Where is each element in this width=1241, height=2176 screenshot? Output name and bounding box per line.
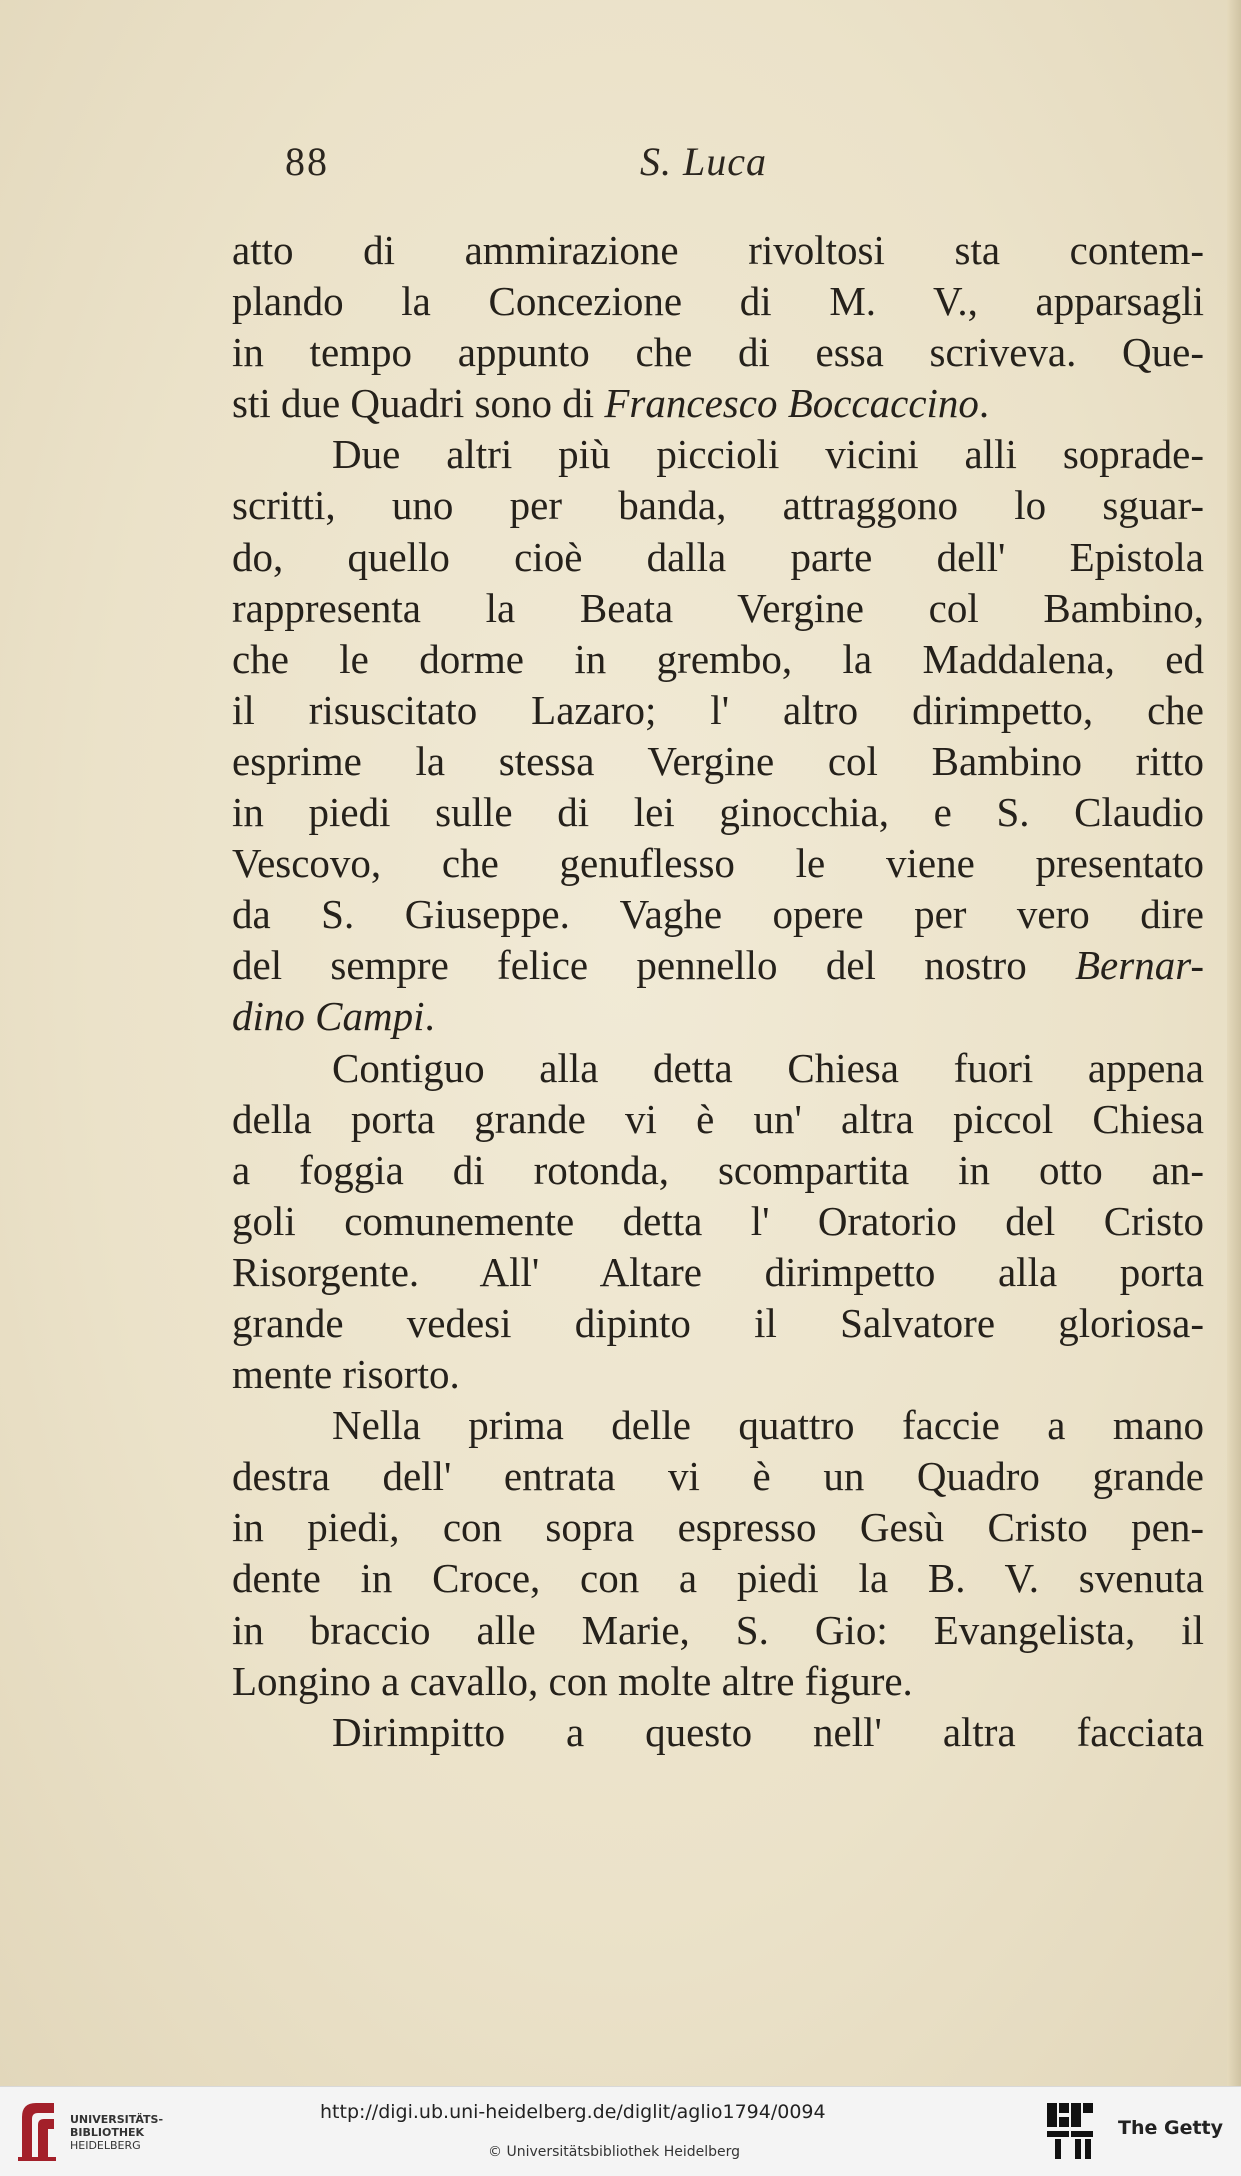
text-line <box>232 991 1204 1042</box>
text-line <box>232 225 1204 276</box>
text-segment: scritti, uno per banda, attraggono lo sguar- <box>232 482 1204 529</box>
ub-heidelberg-logo[interactable] <box>14 2097 164 2167</box>
italic-text-segment: Francesco Boccaccino <box>604 380 979 427</box>
running-title: S. Luca <box>640 139 767 184</box>
text-segment: rappresenta la Beata Vergine col Bambino, <box>232 584 1204 631</box>
text-segment: sti due Quadri sono di <box>232 380 605 427</box>
text-segment: a foggia di rotonda, scompartita in otto an- <box>232 1146 1204 1193</box>
text-segment: in tempo appunto che di essa scriveva. Que- <box>232 329 1204 376</box>
text-line <box>232 1247 1204 1298</box>
text-segment: in braccio alle Marie, S. Gio: Evangelista, il <box>232 1606 1204 1653</box>
text-line <box>232 1400 1204 1451</box>
text-segment: do, quello cioè dalla parte dell' Epistola <box>232 533 1204 580</box>
text-line <box>232 1145 1204 1196</box>
text-segment: Longino a cavallo, con molte altre figure. <box>232 1657 913 1704</box>
text-segment: Risorgente. All' Altare dirimpetto alla porta <box>232 1248 1204 1295</box>
ub-heidelberg-logo-text: UNIVERSITÄTS- BIBLIOTHEK HEIDELBERG <box>70 2113 164 2152</box>
text-segment: esprime la stessa Vergine col Bambino ritto <box>232 737 1204 784</box>
text-line <box>232 583 1204 634</box>
text-line <box>232 327 1204 378</box>
text-segment: Due altri più piccioli vicini alli soprade- <box>332 431 1204 478</box>
text-segment: . <box>978 380 990 427</box>
text-segment: dente in Croce, con a piedi la B. V. svenuta <box>232 1555 1204 1602</box>
text-line <box>232 1349 1204 1400</box>
text-segment: Dirimpitto a questo nell' altra facciata <box>332 1708 1204 1755</box>
text-segment: Contiguo alla detta Chiesa fuori appena <box>332 1044 1204 1091</box>
text-segment: destra dell' entrata vi è un Quadro grande <box>232 1453 1204 1500</box>
page-edge <box>1227 0 1241 2086</box>
text-line <box>232 1043 1204 1094</box>
text-line <box>232 378 1204 429</box>
text-line <box>232 1553 1204 1604</box>
body-text <box>232 225 1204 1758</box>
text-line <box>232 276 1204 327</box>
text-line <box>232 1707 1204 1758</box>
text-line <box>232 940 1204 991</box>
ub-heidelberg-logo-icon <box>14 2099 62 2163</box>
text-segment: atto di ammirazione rivoltosi sta contem- <box>232 227 1204 273</box>
text-line <box>232 889 1204 940</box>
text-segment: Nella prima delle quattro faccie a mano <box>332 1402 1204 1449</box>
text-segment: goli comunemente detta l' Oratorio del Cristo <box>232 1197 1204 1244</box>
italic-text-segment: dino Campi <box>232 993 425 1040</box>
text-line <box>232 1656 1204 1707</box>
text-line <box>232 1502 1204 1553</box>
text-line <box>232 480 1204 531</box>
text-line <box>232 838 1204 889</box>
text-line <box>232 634 1204 685</box>
text-line <box>232 1094 1204 1145</box>
text-segment: in piedi, con sopra espresso Gesù Cristo pen- <box>232 1504 1204 1551</box>
text-segment: mente risorto. <box>232 1351 460 1398</box>
text-segment: in piedi sulle di lei ginocchia, e S. Claudio <box>232 789 1204 836</box>
text-line <box>232 685 1204 736</box>
text-line <box>232 1196 1204 1247</box>
copyright-notice: © Universitätsbibliothek Heidelberg <box>488 2144 741 2160</box>
getty-logo-icon[interactable] <box>1045 2101 1097 2161</box>
text-segment: . <box>424 993 435 1040</box>
permalink-url[interactable]: http://digi.ub.uni-heidelberg.de/diglit/aglio1794/0094 <box>320 2101 826 2123</box>
text-segment: da S. Giuseppe. Vaghe opere per vero dire <box>232 891 1204 938</box>
footer-bar <box>0 2086 1241 2176</box>
text-line <box>232 1298 1204 1349</box>
text-segment: della porta grande vi è un' altra piccol Chiesa <box>232 1095 1204 1142</box>
text-line <box>232 1451 1204 1502</box>
getty-label: The Getty <box>1118 2117 1224 2139</box>
page-header <box>230 138 1200 188</box>
text-line <box>232 429 1204 480</box>
italic-text-segment: Bernar- <box>1075 942 1204 989</box>
text-segment: grande vedesi dipinto il Salvatore gloriosa- <box>232 1299 1204 1346</box>
text-segment: Vescovo, che genuflesso le viene presentato <box>232 840 1204 887</box>
text-line <box>232 1605 1204 1656</box>
text-segment: plando la Concezione di M. V., apparsagli <box>232 278 1204 325</box>
text-segment: del sempre felice pennello del nostro <box>232 942 1075 989</box>
text-line <box>232 787 1204 838</box>
page-number: 88 <box>285 139 329 184</box>
text-segment: che le dorme in grembo, la Maddalena, ed <box>232 635 1204 682</box>
text-line <box>232 736 1204 787</box>
text-segment: il risuscitato Lazaro; l' altro dirimpetto, che <box>232 686 1204 733</box>
text-line <box>232 532 1204 583</box>
